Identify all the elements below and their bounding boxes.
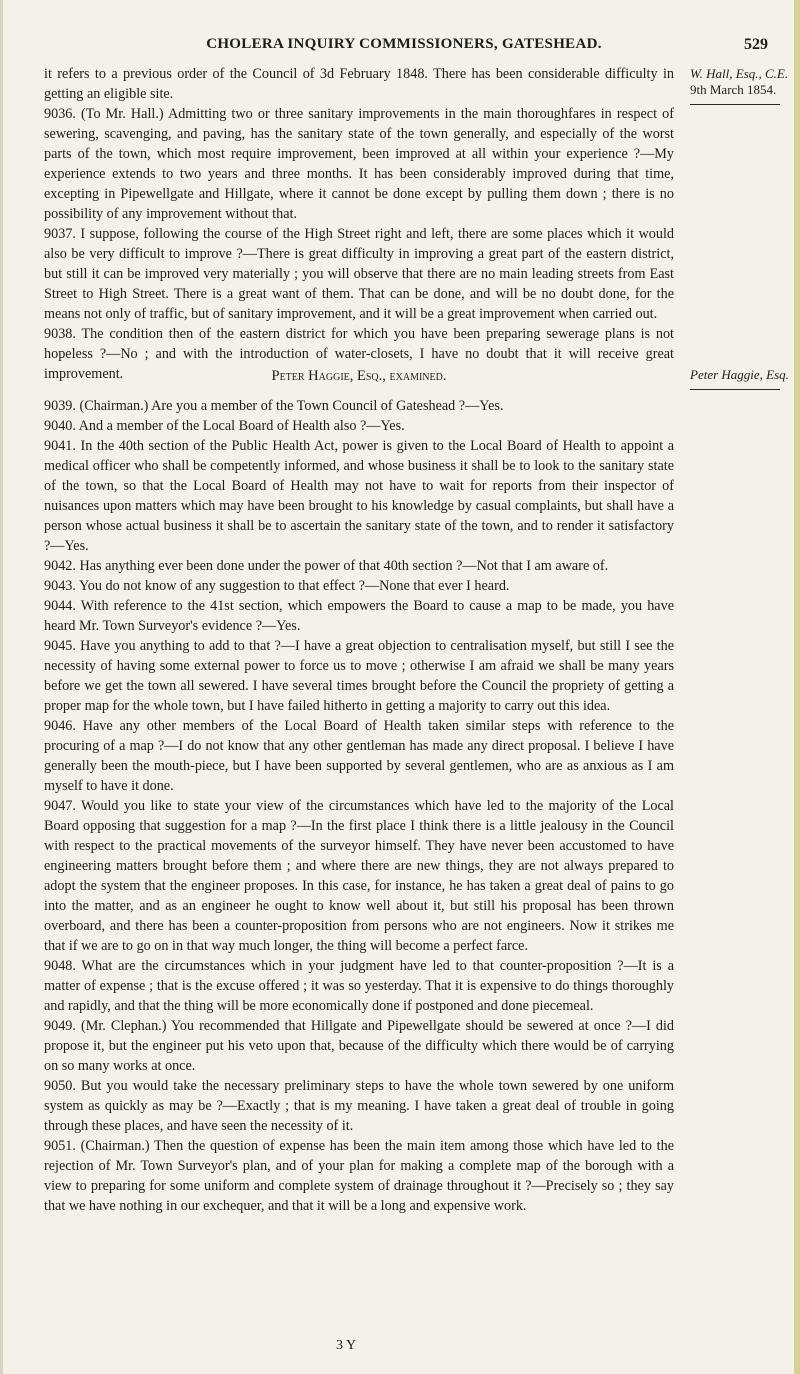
section-two bbox=[44, 396, 674, 1216]
paragraph: 9037. I suppose, following the course of the High Street right and left, there are some places which it would also be very difficult to improve ?—There is great difficulty in improving a great part of the eastern district, but still it can be improved very materially ; you will observe that there are no main leading streets from East Street to High Street. There is a great want of them. That can be done, and will be no doubt done, for the means not only of traffic, but of sanitary improvement, and it will be a great improvement when carried out. bbox=[44, 226, 674, 322]
witness-heading: Peter Haggie, Esq., examined. bbox=[271, 368, 447, 384]
paragraph: it refers to a previous order of the Council of 3d February 1848. There has been considerable difficulty in getting an eligible site. bbox=[44, 66, 674, 102]
paragraph: 9038. The condition then of the eastern district for which you have been preparing sewerage plans is not hopeless ?—No ; and with the introduction of water-closets, I have no doubt that it will receive great improvement. bbox=[44, 326, 674, 382]
paragraph: 9046. Have any other members of the Local Board of Health taken similar steps with reference to the procuring of a map ?—I do not know that any other gentleman has made any direct proposal. I believe I have generally been the mouth-piece, but I have been supported by several gentlemen, who are as anxious as I am myself to have it done. bbox=[44, 718, 674, 794]
page-right-edge bbox=[794, 0, 800, 1374]
signature-mark: 3 Y bbox=[336, 1338, 357, 1353]
margin-witness-one-name: W. Hall, Esq., C.E. bbox=[690, 66, 789, 81]
paragraph: 9041. In the 40th section of the Public Health Act, power is given to the Local Board of Health to appoint a medical officer who shall be competently informed, and whose business it shall be to look to the sanitary state of the town, so that the Local Board of Health may not have to wait for reports from their inspector of nuisances upon matters which may have been brought to his knowledge by casual complaints, but shall have a person whose actual business it shall be to ascertain the sanitary state of the town, and to render it satisfactory ?—Yes. bbox=[44, 438, 674, 554]
paragraph: 9044. With reference to the 41st section, which empowers the Board to cause a map to be made, you have heard Mr. Town Surveyor's evidence ?—Yes. bbox=[44, 598, 674, 634]
paragraph: 9045. Have you anything to add to that ?—I have a great objection to centralisation myself, but still I see the necessity of having some external power to force us to move ; otherwise I am afraid we shall be many years before we get the town all sewered. I have several times brought before the Council the propriety of getting a proper map for the whole town, but I have failed hitherto in getting a majority to carry out this idea. bbox=[44, 638, 674, 714]
margin-rule bbox=[690, 104, 780, 105]
margin-witness-two bbox=[690, 367, 800, 390]
paragraph: 9042. Has anything ever been done under the power of that 40th section ?—Not that I am aware of. bbox=[44, 558, 609, 574]
paragraph: 9043. You do not know of any suggestion to that effect ?—None that ever I heard. bbox=[44, 578, 510, 594]
margin-witness-one-date: 9th March 1854. bbox=[690, 82, 777, 97]
page-number: 529 bbox=[744, 36, 768, 53]
margin-witness-one bbox=[690, 66, 800, 105]
page-left-edge bbox=[0, 0, 3, 1374]
paragraph: 9047. Would you like to state your view of the circumstances which have led to the majority of the Local Board opposing that suggestion for a map ?—In the first place I think there is a little jealousy in the Council with respect to the practical movements of the surveyor himself. They have never been accustomed to have engineering matters brought before them ; and where there are new things, they are not always prepared to adopt the system that the engineer proposes. In this case, for instance, he has taken a great deal of pains to go into the matter, and as an engineer he ought to know well about it, but still his proposal has been thrown overboard, and there has been a counter-proposition from persons who are not engineers. Now it strikes me that if we are to go on in that way much longer, the thing will become a perfect farce. bbox=[44, 798, 674, 954]
margin-rule bbox=[690, 389, 780, 390]
paragraph: 9050. But you would take the necessary preliminary steps to have the whole town sewered by one uniform system as quickly as may be ?—Exactly ; that is my meaning. I have taken a great deal of trouble in going through these places, and have seen the necessity of it. bbox=[44, 1078, 674, 1134]
margin-witness-two-name: Peter Haggie, Esq. bbox=[690, 367, 789, 382]
paragraph: 9040. And a member of the Local Board of Health also ?—Yes. bbox=[44, 418, 405, 434]
section-one bbox=[44, 64, 674, 384]
paragraph: 9048. What are the circumstances which in your judgment have led to that counter-proposition ?—It is a matter of expense ; that is the excuse offered ; it was so yesterday. That it is expensive to do things thoroughly and rapidly, and that the thing will be more economically done if postponed and done piecemeal. bbox=[44, 958, 674, 1014]
paragraph: 9036. (To Mr. Hall.) Admitting two or three sanitary improvements in the main thoroughfares in respect of sewering, scavenging, and paving, has the sanitary state of the town generally, and especially of the worst parts of the town, which most require improvement, been improved at all within your experience ?—My experience extends to two years and three months. It has been considerably improved during that time, excepting in Pipewellgate and Hillgate, where it cannot be done except by pulling them down ; there is no possibility of any improvement without that. bbox=[44, 106, 674, 222]
running-head: CHOLERA INQUIRY COMMISSIONERS, GATESHEAD. bbox=[206, 36, 602, 52]
paragraph: 9049. (Mr. Clephan.) You recommended that Hillgate and Pipewellgate should be sewered at once ?—I did propose it, but the engineer put his veto upon that, because of the difficulty which there would be of carrying on so many works at once. bbox=[44, 1018, 674, 1074]
page-header bbox=[40, 36, 768, 60]
paragraph: 9039. (Chairman.) Are you a member of the Town Council of Gateshead ?—Yes. bbox=[44, 398, 504, 414]
paragraph: 9051. (Chairman.) Then the question of expense has been the main item among those which have led to the rejection of Mr. Town Surveyor's plan, and of your plan for making a complete map of the borough with a view to preparing for some uniform and complete system of drainage throughout it ?—Precisely so ; they say that we have nothing in our exchequer, and that it will be a long and expensive work. bbox=[44, 1138, 674, 1214]
